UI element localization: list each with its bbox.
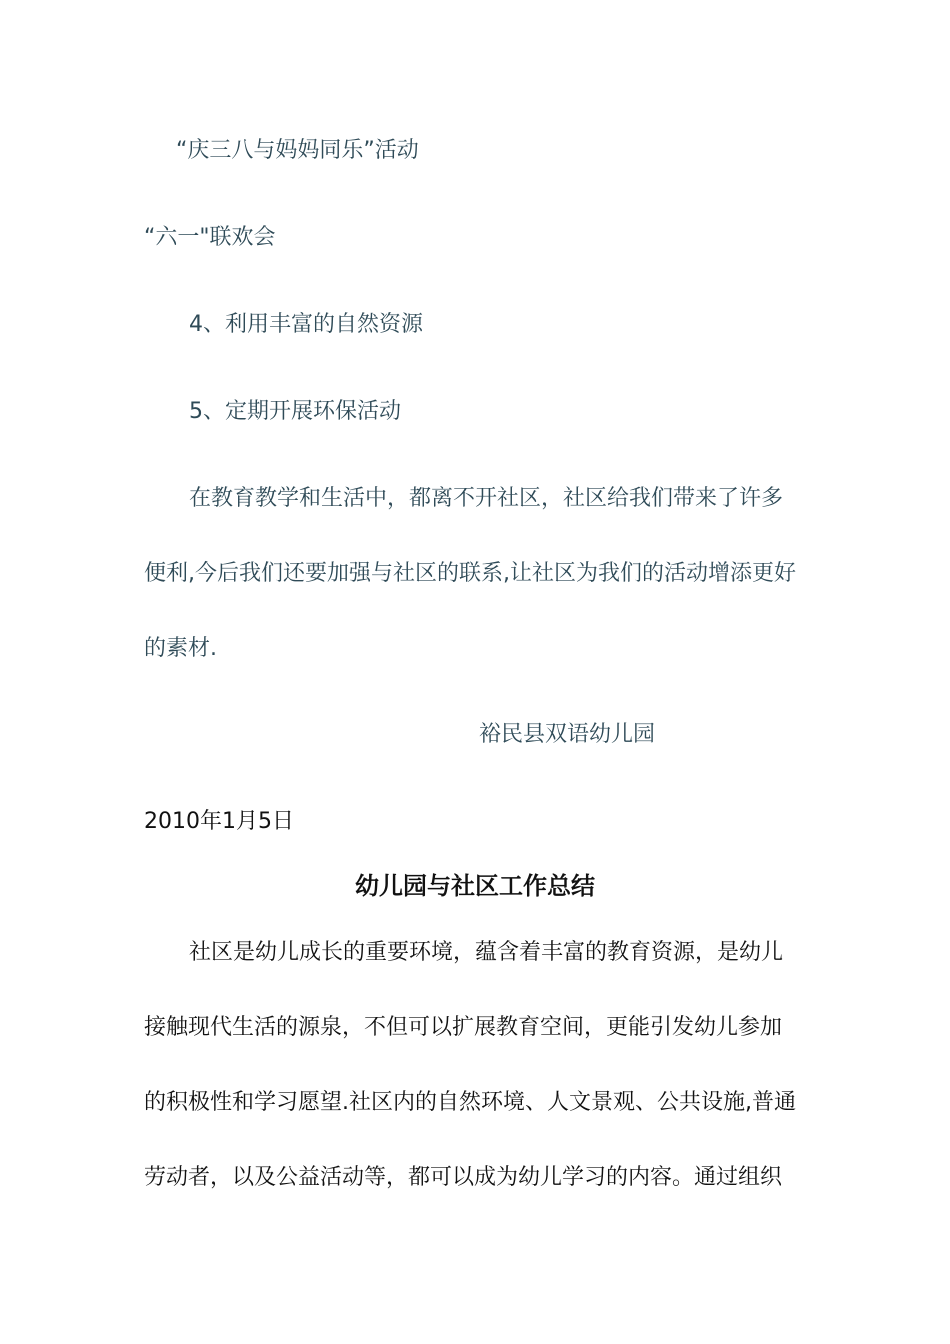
signature-date: 2010年1月5日 xyxy=(144,809,294,834)
list-item-4: 4、利用丰富的自然资源 xyxy=(189,312,423,337)
body-paragraph-line-4: 劳动者，以及公益活动等，都可以成为幼儿学习的内容。通过组织 xyxy=(144,1165,783,1190)
list-item-5: 5、定期开展环保活动 xyxy=(189,399,401,424)
signature-organization: 裕民县双语幼儿园 xyxy=(479,722,656,747)
summary-paragraph-line-1: 在教育教学和生活中，都离不开社区，社区给我们带来了许多 xyxy=(189,486,784,511)
activity-line-womens-day: “庆三八与妈妈同乐”活动 xyxy=(176,138,419,163)
activity-line-childrens-day: “六一"联欢会 xyxy=(144,225,276,250)
document-title: 幼儿园与社区工作总结 xyxy=(355,872,595,900)
body-paragraph-line-2: 接触现代生活的源泉，不但可以扩展教育空间，更能引发幼儿参加 xyxy=(144,1015,783,1040)
summary-paragraph-line-3: 的素材. xyxy=(144,636,217,661)
summary-paragraph-line-2: 便利,今后我们还要加强与社区的联系,让社区为我们的活动增添更好 xyxy=(144,561,796,586)
body-paragraph-line-3: 的积极性和学习愿望.社区内的自然环境、人文景观、公共设施,普通 xyxy=(144,1090,796,1115)
body-paragraph-line-1: 社区是幼儿成长的重要环境，蕴含着丰富的教育资源，是幼儿 xyxy=(189,940,784,965)
